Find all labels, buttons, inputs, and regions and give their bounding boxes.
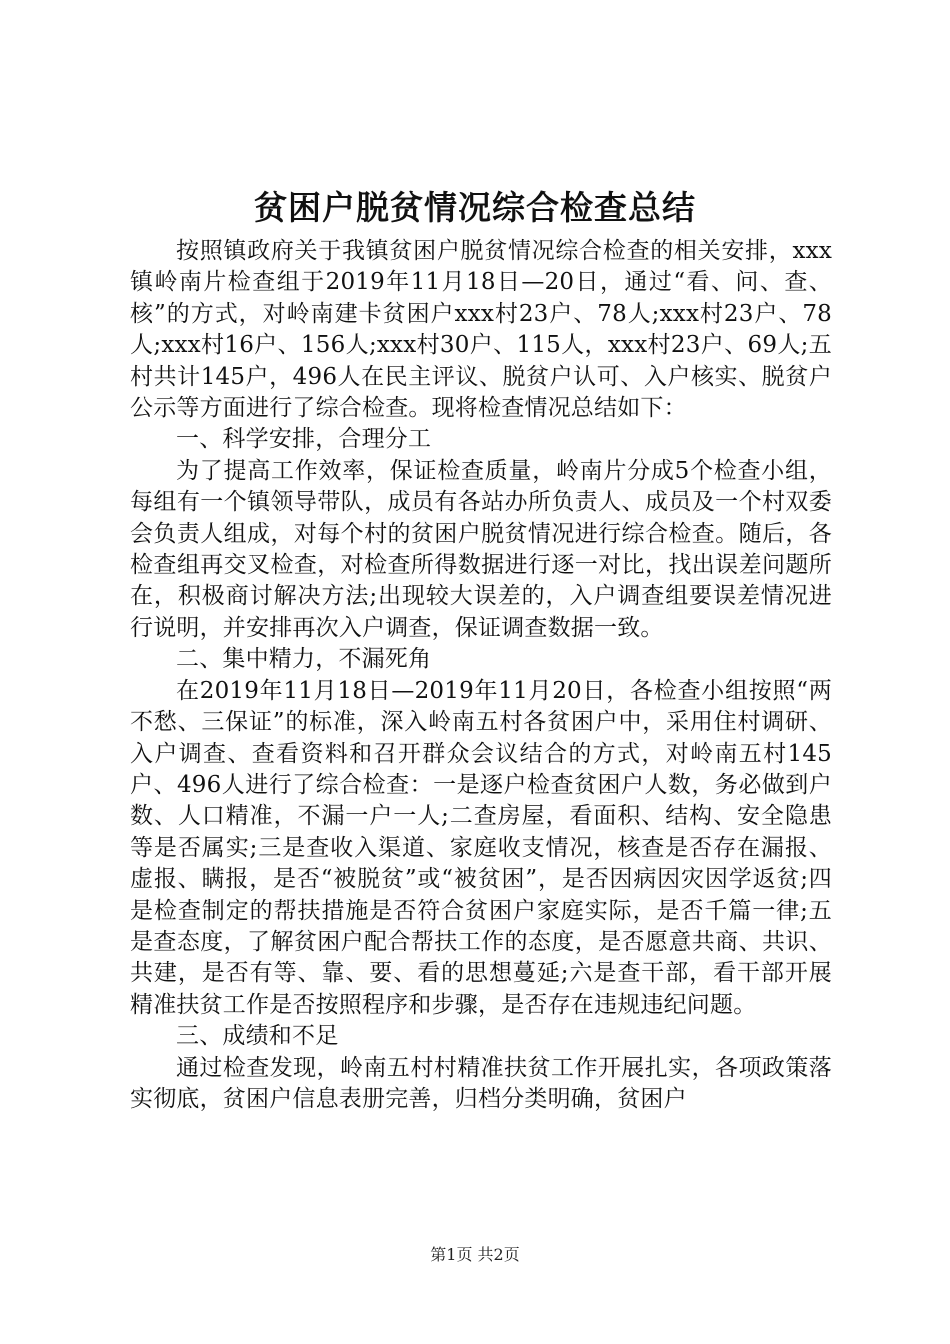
section-heading-2: 二、集中精力，不漏死角: [176, 646, 432, 673]
paragraph-intro: 按照镇政府关于我镇贫困户脱贫情况综合检查的相关安排，xxx镇岭南片检查组于2019年11月18日—20日，通过“看、问、查、核”的方式，对岭南建卡贫困户xxx村23户、78人;xxx村23户、78人;xxx村16户、156人;xxx村30户、115人，xxx村23户、69人;五村共计145户，496人在民主评议、脱贫户认可、入户核实、脱贫户公示等方面进行了综合检查。现将检查情况总结如下：: [130, 238, 832, 422]
paragraph-section-3: 通过检查发现，岭南五村村精准扶贫工作开展扎实，各项政策落实彻底，贫困户信息表册完善，归档分类明确，贫困户: [130, 1054, 832, 1112]
paragraph-section-1: 为了提高工作效率，保证检查质量，岭南片分成5个检查小组，每组有一个镇领导带队，成员有各站办所负责人、成员及一个村双委会负责人组成，对每个村的贫困户脱贫情况进行综合检查。随后，各检查组再交叉检查，对检查所得数据进行逐一对比，找出误差问题所在，积极商讨解决方法;出现较大误差的，入户调查组要误差情况进行说明，并安排再次入户调查，保证调查数据一致。: [130, 457, 832, 641]
section-heading-3: 三、成绩和不足: [176, 1023, 339, 1050]
section-heading-1: 一、科学安排，合理分工: [176, 426, 432, 453]
paragraph-section-2: 在2019年11月18日—2019年11月20日，各检查小组按照“两不愁、三保证”的标准，深入岭南五村各贫困户中，采用住村调研、入户调查、查看资料和召开群众会议结合的方式，对岭南五村145户、496人进行了综合检查：一是逐户检查贫困户人数，务必做到户数、人口精准，不漏一户一人;二查房屋，看面积、结构、安全隐患等是否属实;三是查收入渠道、家庭收支情况，核查是否存在漏报、虚报、瞒报，是否“被脱贫”或“被贫困”，是否因病因灾因学返贫;四是检查制定的帮扶措施是否符合贫困户家庭实际，是否千篇一律;五是查态度，了解贫困户配合帮扶工作的态度，是否愿意共商、共识、共建，是否有等、靠、要、看的思想蔓延;六是查干部，看干部开展精准扶贫工作是否按照程序和步骤，是否存在违规违纪问题。: [130, 677, 832, 1018]
document-title: 贫困户脱贫情况综合检查总结: [254, 188, 696, 227]
page-number-footer: 第1页 共2页: [430, 1245, 520, 1264]
document-body: [130, 236, 832, 1115]
